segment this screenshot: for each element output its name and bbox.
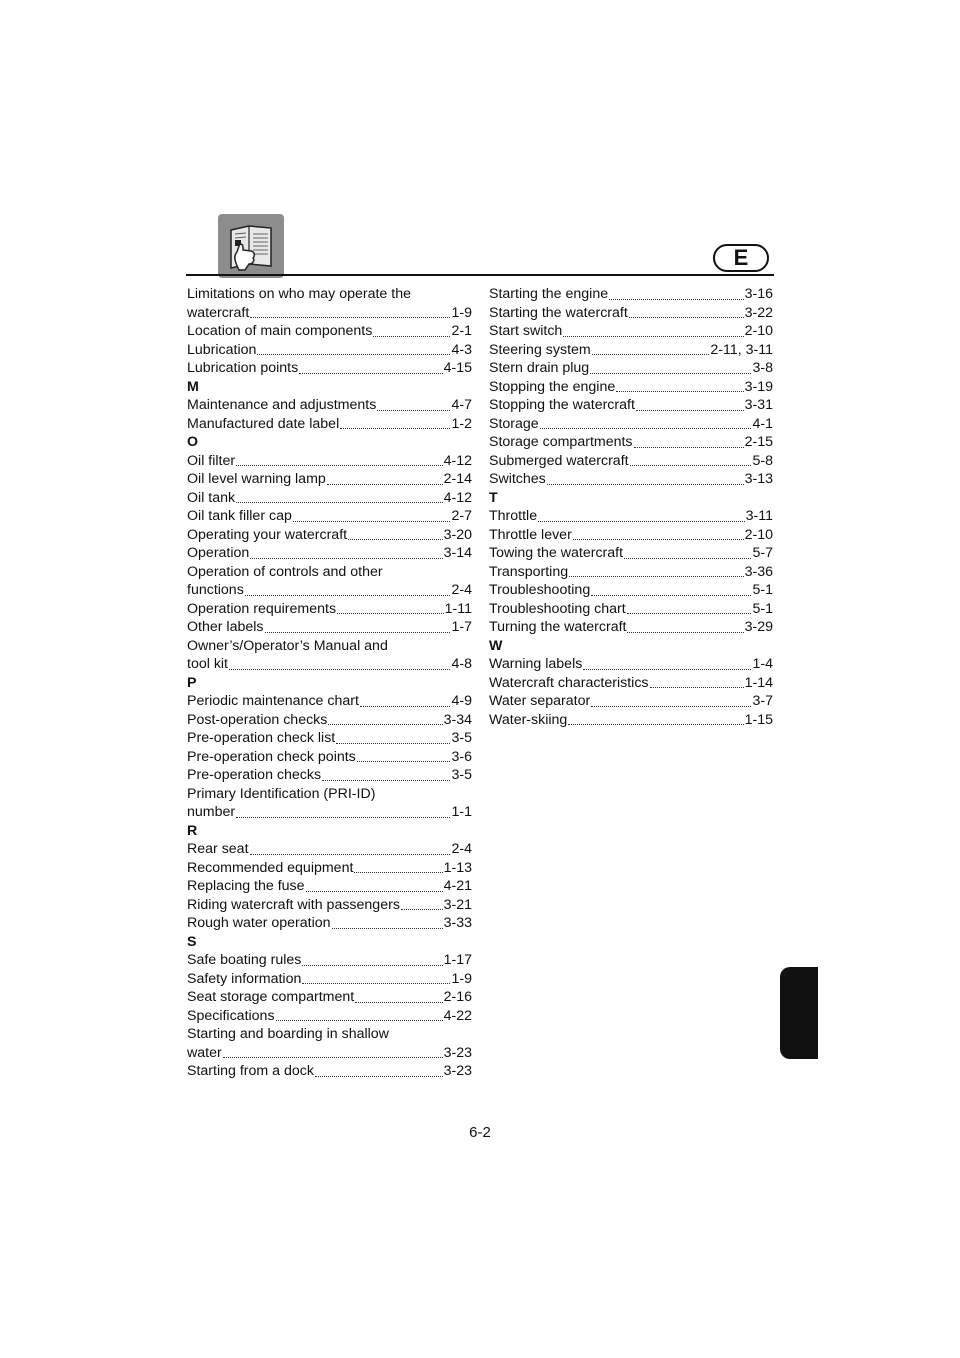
index-entry-title: Warning labels (489, 656, 583, 672)
index-entry-title: tool kit (187, 656, 229, 672)
index-entry (489, 600, 773, 619)
index-entry-page: 3-22 (744, 304, 773, 321)
index-entry-title: Transporting (489, 563, 569, 580)
index-entry (187, 581, 472, 600)
dot-leader (250, 558, 442, 559)
index-entry-page: 1-1 (451, 804, 472, 820)
index-entry-title: Storage (489, 415, 539, 432)
index-entry (187, 803, 472, 822)
index-entry (187, 544, 472, 563)
index-entry (187, 840, 472, 859)
index-entry-title: Pre-operation check list (187, 730, 336, 746)
index-entry-page: 2-10 (744, 526, 773, 543)
index-entry (489, 526, 773, 545)
dot-leader (265, 632, 451, 633)
index-entry (489, 655, 773, 674)
index-entry-title: Throttle (489, 508, 538, 524)
dot-leader (348, 539, 443, 540)
index-entry-page: 2-15 (744, 434, 773, 450)
index-entry-title: Operation requirements (187, 600, 337, 617)
dot-leader (322, 780, 450, 781)
index-entry (187, 655, 472, 674)
index-entry-page: 4-8 (451, 656, 472, 672)
index-entry (489, 470, 773, 489)
index-entry-title: Location of main components (187, 323, 373, 339)
index-entry-page: 3-36 (744, 563, 773, 580)
dot-leader (250, 317, 450, 318)
index-entry (187, 877, 472, 896)
index-entry (489, 618, 773, 637)
dot-leader (340, 428, 450, 429)
dot-leader (634, 447, 744, 448)
index-entry-title: functions (187, 582, 244, 598)
index-entry-page: 3-20 (443, 526, 472, 543)
index-entry-page: 1-9 (451, 970, 472, 987)
index-entry-title: Stopping the engine (489, 378, 616, 395)
index-entry-page: 3-5 (451, 767, 472, 783)
index-section-letter: R (187, 822, 198, 839)
index-entry-title: Troubleshooting (489, 582, 591, 598)
dot-leader (293, 521, 451, 522)
index-entry-title: Oil tank (187, 489, 236, 506)
index-entry (187, 859, 472, 878)
dot-leader (229, 669, 450, 670)
index-entry-page: 3-23 (443, 1063, 472, 1079)
index-entry-title: Pre-operation checks (187, 767, 322, 783)
index-entry-title: Lubrication points (187, 360, 299, 376)
index-entry-title: Steering system (489, 341, 591, 358)
index-entry-title: Throttle lever (489, 526, 572, 543)
index-entry (187, 896, 472, 915)
index-entry-title: Periodic maintenance chart (187, 693, 359, 709)
index-entry (187, 1007, 472, 1026)
index-entry-title: Safety information (187, 970, 302, 987)
dot-leader (627, 613, 752, 614)
index-entry-title: Owner’s/Operator’s Manual and (187, 637, 388, 654)
dot-leader (573, 539, 744, 540)
index-entry-title: Operation (187, 545, 250, 561)
dot-leader (250, 854, 451, 855)
index-entry-page: 1-9 (451, 304, 472, 321)
index-entry (187, 359, 472, 378)
dot-leader (315, 1076, 443, 1077)
index-entry (489, 563, 773, 582)
index-entry-page: 3-11 (745, 508, 773, 524)
dot-leader (377, 410, 450, 411)
index-entry-page: 1-15 (744, 711, 773, 728)
index-entry-page: 3-5 (451, 730, 472, 746)
index-entry-title: Stopping the watercraft (489, 397, 635, 413)
index-entry (489, 359, 773, 378)
index-entry-title: Water separator (489, 693, 591, 709)
dot-leader (257, 354, 450, 355)
index-section-letter: M (187, 378, 199, 395)
index-entry-page: 3-19 (744, 378, 773, 395)
index-entry-title: Maintenance and adjustments (187, 397, 377, 413)
index-entry (187, 322, 472, 341)
index-entry-title: Towing the watercraft (489, 545, 624, 561)
dot-leader (636, 410, 744, 411)
index-entry (489, 304, 773, 323)
index-entry-title: Troubleshooting chart (489, 600, 626, 617)
index-entry-title: Starting and boarding in shallow (187, 1026, 389, 1042)
index-entry (187, 396, 472, 415)
index-entry-title: Replacing the fuse (187, 878, 305, 894)
dot-leader (540, 428, 752, 429)
index-entry-page: 1-13 (443, 859, 472, 876)
dot-leader (630, 465, 752, 466)
dot-leader (547, 484, 744, 485)
index-entry (187, 507, 472, 526)
dot-leader (299, 373, 442, 374)
dot-leader (538, 521, 745, 522)
index-entry-page: 2-16 (443, 989, 472, 1005)
dot-leader (569, 576, 743, 577)
dot-leader (223, 1057, 443, 1058)
index-entry-page: 2-11, 3-11 (710, 341, 773, 358)
index-entry (187, 600, 472, 619)
index-entry-page: 5-8 (752, 452, 773, 469)
dot-leader (355, 1002, 442, 1003)
index-entry-page: 3-31 (744, 397, 773, 413)
index-entry (187, 766, 472, 785)
index-entry-page: 5-1 (752, 582, 773, 598)
index-entry (187, 951, 472, 970)
dot-leader (583, 669, 751, 670)
index-entry (187, 692, 472, 711)
dot-leader (401, 909, 443, 910)
index-entry (489, 322, 773, 341)
index-entry (489, 581, 773, 600)
index-section-letter: O (187, 434, 199, 450)
index-entry-title: Post-operation checks (187, 711, 328, 728)
index-entry-page: 4-22 (443, 1007, 472, 1024)
dot-leader (236, 817, 450, 818)
index-column-left (187, 285, 472, 1081)
index-entry (187, 748, 472, 767)
index-entry-page: 4-3 (451, 341, 472, 358)
index-entry-page: 2-7 (451, 508, 472, 524)
hand-on-book-icon (225, 220, 277, 272)
index-entry-title: Specifications (187, 1007, 275, 1024)
index-entry-title: Switches (489, 471, 546, 487)
index-entry-title: Other labels (187, 619, 264, 635)
index-entry (489, 378, 773, 397)
index-entry-page: 3-33 (443, 915, 472, 931)
dot-leader (302, 965, 442, 966)
chapter-side-tab (780, 967, 818, 1059)
manual-book-icon (218, 214, 284, 278)
index-entry-page: 2-10 (744, 323, 773, 339)
index-entry-page: 3-13 (744, 471, 773, 487)
dot-leader (590, 373, 751, 374)
dot-leader (354, 872, 442, 873)
index-entry-page: 4-21 (443, 878, 472, 894)
index-entry-title: Starting the engine (489, 286, 609, 302)
index-entry (187, 729, 472, 748)
index-entry (187, 341, 472, 360)
index-entry-page: 2-1 (451, 323, 472, 339)
dot-leader (245, 595, 451, 596)
index-entry (489, 544, 773, 563)
dot-leader (568, 724, 743, 725)
index-entry-title: Start switch (489, 323, 563, 339)
index-entry-page: 3-16 (744, 286, 773, 302)
index-entry-title: Starting from a dock (187, 1063, 314, 1079)
index-entry-title: Watercraft characteristics (489, 674, 649, 691)
index-entry-title: Rough water operation (187, 915, 331, 931)
index-entry-title: Lubrication (187, 341, 257, 358)
index-entry-title: Recommended equipment (187, 859, 354, 876)
index-entry-page: 1-11 (444, 600, 472, 617)
index-entry-page: 1-2 (451, 415, 472, 432)
index-entry-page: 3-14 (443, 545, 472, 561)
index-entry-title: watercraft (187, 304, 250, 321)
index-entry (187, 970, 472, 989)
index-entry-title: water (187, 1044, 222, 1061)
index-entry (187, 304, 472, 323)
index-entry-title: Submerged watercraft (489, 452, 629, 469)
index-entry-page: 3-34 (443, 711, 472, 728)
index-entry-page: 2-4 (451, 841, 472, 857)
index-entry (489, 692, 773, 711)
index-entry-title: Oil filter (187, 452, 236, 469)
index-entry-title: Oil tank filler cap (187, 508, 292, 524)
index-entry (187, 711, 472, 730)
index-entry (187, 452, 472, 471)
index-entry-title: Storage compartments (489, 434, 633, 450)
index-entry-title: Safe boating rules (187, 952, 302, 968)
index-entry-page: 5-1 (752, 600, 773, 617)
index-entry-title: Oil level warning lamp (187, 471, 326, 487)
index-entry-page: 4-12 (443, 489, 472, 506)
index-entry (489, 452, 773, 471)
dot-leader (302, 983, 450, 984)
index-entry (489, 507, 773, 526)
dot-leader (629, 317, 744, 318)
page-number: 6-2 (469, 1124, 491, 1141)
index-section-letter: P (187, 674, 197, 691)
index-entry (187, 526, 472, 545)
index-entry-page: 1-14 (744, 674, 773, 691)
index-entry-title: Operation of controls and other (187, 563, 383, 580)
index-entry (187, 1062, 472, 1081)
index-entry-page: 4-15 (443, 360, 472, 376)
dot-leader (650, 687, 744, 688)
index-entry-title: Water-skiing (489, 711, 568, 728)
index-entry-page: 1-7 (451, 619, 472, 635)
index-entry-page: 3-7 (752, 693, 773, 709)
dot-leader (306, 891, 443, 892)
index-entry-page: 1-4 (752, 656, 773, 672)
dot-leader (591, 706, 751, 707)
index-entry-page: 3-8 (752, 360, 773, 376)
dot-leader (563, 336, 743, 337)
index-entry-page: 5-7 (752, 545, 773, 561)
index-entry (489, 433, 773, 452)
index-entry-page: 1-17 (443, 952, 472, 968)
index-entry-title: Operating your watercraft (187, 526, 348, 543)
dot-leader (337, 613, 444, 614)
index-entry-title: Seat storage compartment (187, 989, 355, 1005)
index-entry-title: Primary Identification (PRI-ID) (187, 785, 376, 802)
index-entry-page: 3-23 (443, 1044, 472, 1061)
dot-leader (592, 354, 710, 355)
index-entry (489, 396, 773, 415)
index-entry-title: Riding watercraft with passengers (187, 896, 400, 913)
index-entry (187, 988, 472, 1007)
index-entry-page: 2-4 (451, 582, 472, 598)
index-entry (187, 489, 472, 508)
index-section-letter: S (187, 933, 197, 950)
index-entry-page: 3-6 (451, 748, 472, 765)
dot-leader (236, 502, 442, 503)
index-entry-page: 4-12 (443, 452, 472, 469)
index-entry-page: 4-7 (451, 397, 472, 413)
index-entry-title: Stern drain plug (489, 360, 590, 376)
index-entry-title: Manufactured date label (187, 415, 340, 432)
index-entry-page: 4-9 (451, 693, 472, 709)
dot-leader (236, 465, 443, 466)
index-entry (489, 285, 773, 304)
index-entry-title: Turning the watercraft (489, 619, 627, 635)
dot-leader (332, 928, 443, 929)
language-badge: E (713, 244, 769, 272)
index-entry-title: Starting the watercraft (489, 304, 628, 321)
index-entry (489, 415, 773, 434)
dot-leader (327, 484, 443, 485)
index-entry-title: number (187, 804, 236, 820)
dot-leader (616, 391, 743, 392)
dot-leader (373, 336, 450, 337)
index-section-letter: T (489, 489, 498, 506)
index-column-right (489, 285, 773, 729)
index-entry-page: 3-21 (443, 896, 472, 913)
dot-leader (609, 299, 743, 300)
dot-leader (336, 743, 450, 744)
dot-leader (328, 724, 442, 725)
index-entry-title: Limitations on who may operate the (187, 286, 411, 302)
index-entry (187, 1044, 472, 1063)
dot-leader (627, 632, 743, 633)
index-entry (187, 415, 472, 434)
index-entry (187, 914, 472, 933)
dot-leader (357, 761, 451, 762)
index-entry (489, 674, 773, 693)
index-entry-title: Pre-operation check points (187, 748, 356, 765)
index-entry-page: 3-29 (744, 619, 773, 635)
index-entry (187, 470, 472, 489)
dot-leader (591, 595, 751, 596)
index-section-letter: W (489, 637, 503, 654)
index-entry-title: Rear seat (187, 841, 249, 857)
dot-leader (276, 1020, 443, 1021)
index-entry (187, 618, 472, 637)
index-entry-page: 4-1 (752, 415, 773, 432)
index-entry (489, 711, 773, 730)
index-entry-page: 2-14 (443, 471, 472, 487)
index-entry (489, 341, 773, 360)
dot-leader (360, 706, 451, 707)
header-rule (186, 274, 774, 276)
dot-leader (624, 558, 751, 559)
